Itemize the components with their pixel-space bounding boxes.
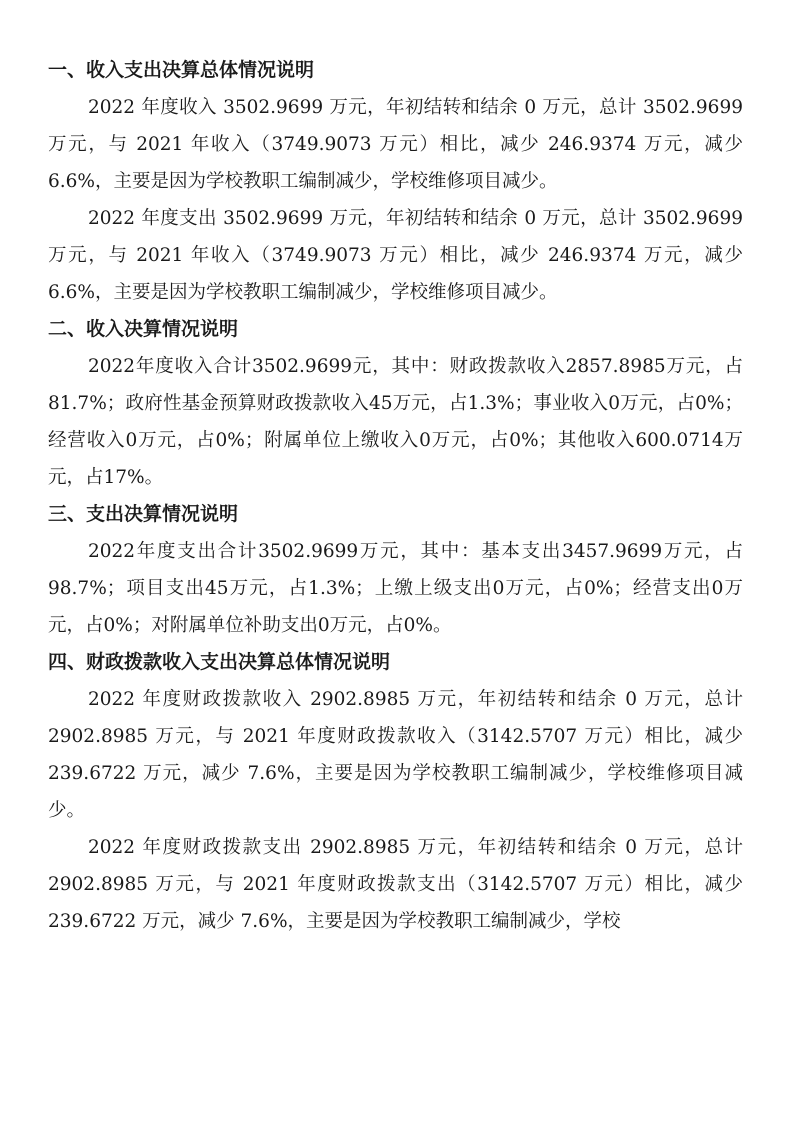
paragraph: 2022 年度收入 3502.9699 万元，年初结转和结余 0 万元，总计 3502.9699 万元，与 2021 年收入（3749.9073 万元）相比，减少 246.9374 万元，减少 6.6%，主要是因为学校教职工编制减少，学校维修项目减少。 [48,97,743,192]
paragraph: 2022 年度财政拨款收入 2902.8985 万元，年初结转和结余 0 万元，总计 2902.8985 万元，与 2021 年度财政拨款收入（3142.5707 万元）相比，减少 239.6722 万元，减少 7.6%，主要是因为学校教职工编制减少，学校维修项目减少。 [48,689,743,821]
section-income-expenditure-overview [48,52,743,311]
section-heading: 四、财政拨款收入支出决算总体情况说明 [48,651,391,673]
section-expenditure-details [48,496,743,644]
section-heading: 二、收入决算情况说明 [48,318,239,340]
paragraph: 2022年度收入合计3502.9699元，其中：财政拨款收入2857.8985万元，占81.7%；政府性基金预算财政拨款收入45万元，占1.3%；事业收入0万元，占0%；经营收入0万元，占0%；附属单位上缴收入0万元，占0%；其他收入600.0714万元，占17%。 [48,356,743,488]
section-heading: 三、支出决算情况说明 [48,503,239,525]
paragraph: 2022 年度支出 3502.9699 万元，年初结转和结余 0 万元，总计 3502.9699 万元，与 2021 年收入（3749.9073 万元）相比，减少 246.9374 万元，减少 6.6%，主要是因为学校教职工编制减少，学校维修项目减少。 [48,208,743,303]
section-fiscal-appropriation-overview [48,644,743,940]
section-income-details [48,311,743,496]
section-heading: 一、收入支出决算总体情况说明 [48,59,315,81]
document-page [48,52,743,940]
paragraph: 2022年度支出合计3502.9699万元，其中：基本支出3457.9699万元，占98.7%；项目支出45万元，占1.3%；上缴上级支出0万元，占0%；经营支出0万元，占0%；对附属单位补助支出0万元，占0%。 [48,541,743,636]
paragraph: 2022 年度财政拨款支出 2902.8985 万元，年初结转和结余 0 万元，总计 2902.8985 万元，与 2021 年度财政拨款支出（3142.5707 万元）相比，减少 239.6722 万元，减少 7.6%，主要是因为学校教职工编制减少，学校 [48,837,743,932]
